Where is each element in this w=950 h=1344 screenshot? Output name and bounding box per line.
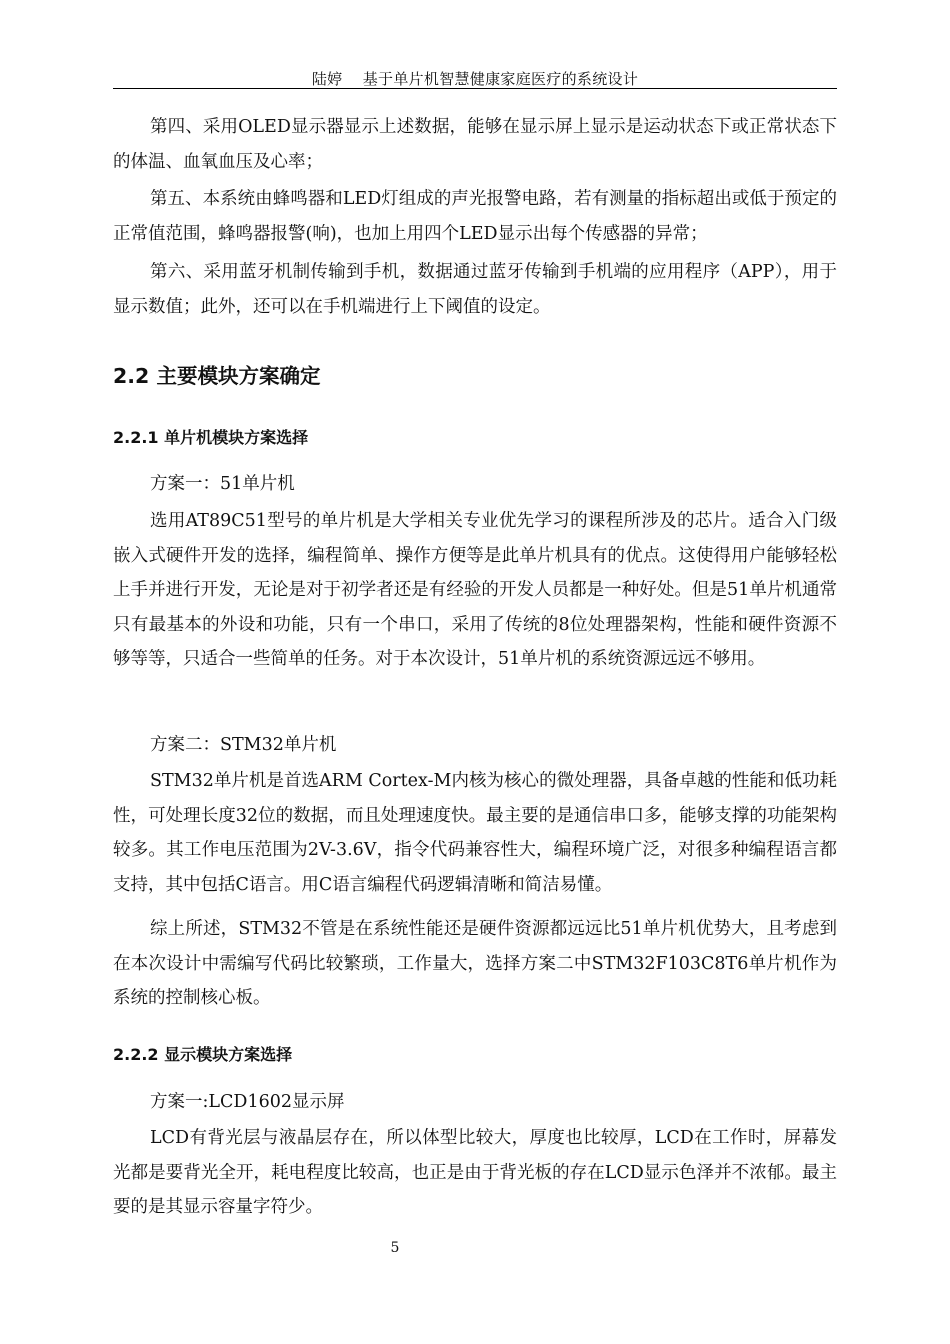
section-heading-2-2: 2.2 主要模块方案确定	[113, 364, 321, 388]
paragraph-item-6: 第六、采用蓝牙机制传输到手机，数据通过蓝牙传输到手机端的应用程序（APP），用于显示数值；此外，还可以在手机端进行上下阈值的设定。	[113, 262, 837, 317]
header-author: 陆婷	[311, 70, 343, 88]
header-title: 基于单片机智慧健康家庭医疗的系统设计	[362, 70, 639, 88]
paragraph-item-5: 第五、本系统由蜂鸣器和LED灯组成的声光报警电路，若有测量的指标超出或低于预定的正常值范围，蜂鸣器报警(响)，也加上用四个LED显示出每个传感器的异常；	[113, 189, 837, 244]
mcu-conclusion: 综上所述，STM32不管是在系统性能还是硬件资源都远远比51单片机优势大，且考虑到在本次设计中需编写代码比较繁琐，工作量大，选择方案二中STM32F103C8T6单片机作为系统的控制核心板。	[113, 919, 837, 1008]
header-rule	[113, 88, 837, 89]
scheme1-body-display: LCD有背光层与液晶层存在，所以体型比较大，厚度也比较厚，LCD在工作时，屏幕发光都是要背光全开，耗电程度比较高，也正是由于背光板的存在LCD显示色泽并不浓郁。最主要的是其显示容量字符少。	[113, 1128, 837, 1217]
page-number: 5	[390, 1240, 400, 1256]
scheme1-title-display: 方案一:LCD1602显示屏	[150, 1092, 345, 1112]
scheme2-title-mcu: 方案二：STM32单片机	[150, 735, 337, 755]
running-header	[113, 68, 837, 90]
section-heading-2-2-2: 2.2.2 显示模块方案选择	[113, 1045, 293, 1064]
section-heading-2-2-1: 2.2.1 单片机模块方案选择	[113, 428, 309, 447]
scheme1-body-mcu: 选用AT89C51型号的单片机是大学相关专业优先学习的课程所涉及的芯片。适合入门级嵌入式硬件开发的选择，编程简单、操作方便等是此单片机具有的优点。这使得用户能够轻松上手并进行开发，无论是对于初学者还是有经验的开发人员都是一种好处。但是51单片机通常只有最基本的外设和功能，只有一个串口，采用了传统的8位处理器架构，性能和硬件资源不够等等，只适合一些简单的任务。对于本次设计，51单片机的系统资源远远不够用。	[113, 511, 837, 669]
scheme2-body-mcu: STM32单片机是首选ARM Cortex-M内核为核心的微处理器，具备卓越的性能和低功耗性，可处理长度32位的数据，而且处理速度快。最主要的是通信串口多，能够支撑的功能架构较多。其工作电压范围为2V-3.6V，指令代码兼容性大，编程环境广泛，对很多种编程语言都支持，其中包括C语言。用C语言编程代码逻辑清晰和简洁易懂。	[113, 771, 837, 895]
scheme1-title-mcu: 方案一：51单片机	[150, 474, 295, 494]
paragraph-item-4: 第四、采用OLED显示器显示上述数据，能够在显示屏上显示是运动状态下或正常状态下的体温、血氧血压及心率；	[113, 117, 837, 172]
